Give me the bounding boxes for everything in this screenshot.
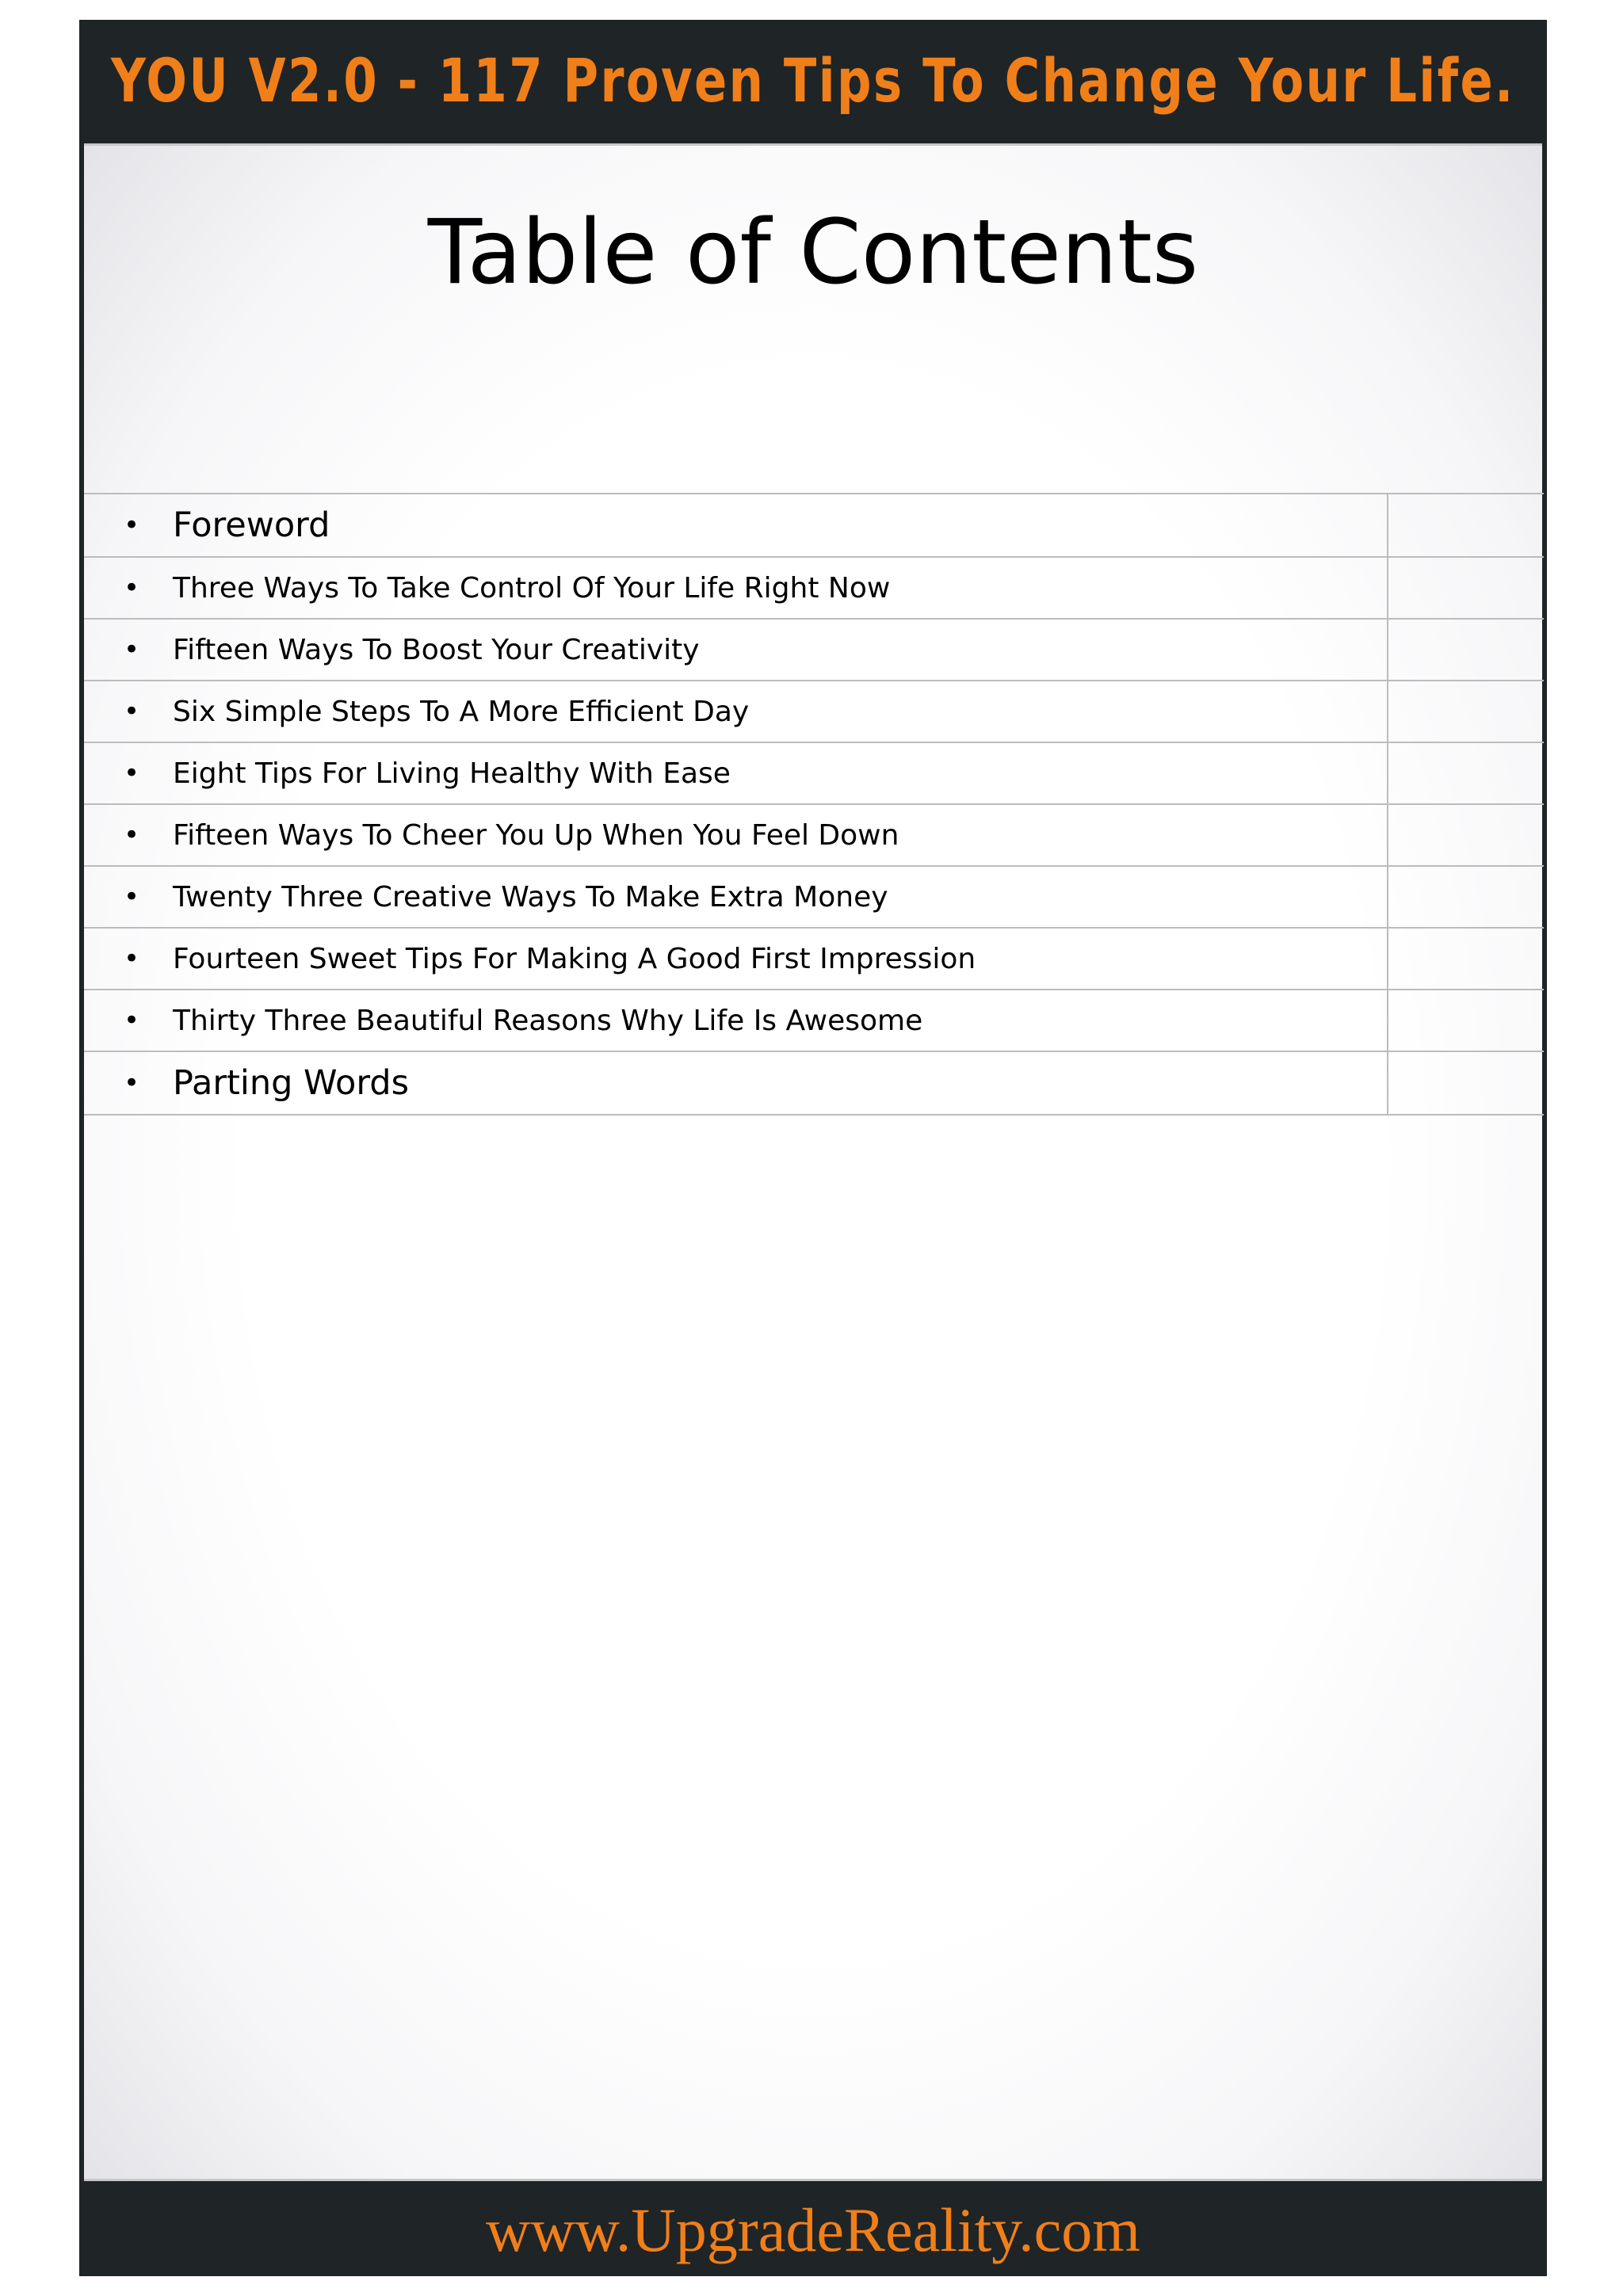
toc-page-number: [1388, 928, 1544, 990]
toc-entry-cell: [84, 681, 1388, 742]
toc-page-number: [1388, 866, 1544, 928]
page-title: Table of Contents: [427, 201, 1199, 304]
toc-page-number: [1388, 804, 1544, 866]
bullet-icon: •: [124, 943, 140, 974]
toc-entry-label[interactable]: Thirty Three Beautiful Reasons Why Life Is Awesome: [173, 1004, 923, 1037]
page-frame: [79, 20, 1547, 2276]
bullet-icon: •: [124, 1005, 140, 1036]
footer-bar: [79, 2181, 1547, 2276]
toc-row-parting-words[interactable]: [84, 1051, 1544, 1115]
toc-row[interactable]: [84, 928, 1544, 990]
toc-page-number: [1388, 990, 1544, 1051]
toc-entry-cell: [84, 619, 1388, 681]
toc-page-number: [1388, 557, 1544, 619]
toc-entry-cell: [84, 742, 1388, 804]
bullet-icon: •: [124, 819, 140, 851]
toc-page-number: [1388, 681, 1544, 742]
toc-page-number: [1388, 742, 1544, 804]
toc-row[interactable]: [84, 742, 1544, 804]
toc-entry-cell: [84, 557, 1388, 619]
toc-row[interactable]: [84, 557, 1544, 619]
toc-row[interactable]: [84, 990, 1544, 1051]
toc-entry-cell: [84, 928, 1388, 990]
toc-entry-cell: [84, 1051, 1388, 1115]
website-link[interactable]: www.UpgradeReality.com: [486, 2195, 1140, 2264]
toc-table: [84, 493, 1544, 1116]
bullet-icon: •: [124, 696, 140, 727]
bullet-icon: •: [124, 509, 140, 541]
toc-page-number: [1388, 494, 1544, 557]
toc-entry-label[interactable]: Fourteen Sweet Tips For Making A Good First Impression: [173, 942, 976, 975]
book-title: YOU V2.0 - 117 Proven Tips To Change Your Life.: [111, 45, 1515, 116]
toc-entry-label[interactable]: Six Simple Steps To A More Efficient Day: [173, 695, 750, 728]
toc-entry-label[interactable]: Twenty Three Creative Ways To Make Extra Money: [173, 880, 888, 913]
bullet-icon: •: [124, 1067, 140, 1099]
bullet-icon: •: [124, 757, 140, 789]
toc-entry-cell: [84, 990, 1388, 1051]
header-bar: [79, 20, 1547, 143]
toc-entry-cell: [84, 804, 1388, 866]
toc-entry-label[interactable]: Fifteen Ways To Boost Your Creativity: [173, 633, 700, 666]
toc-entry-label[interactable]: Foreword: [173, 505, 330, 545]
toc-row[interactable]: [84, 681, 1544, 742]
content-area: [84, 143, 1542, 2181]
toc-row[interactable]: [84, 804, 1544, 866]
bullet-icon: •: [124, 634, 140, 666]
toc-page-number: [1388, 619, 1544, 681]
toc-entry-label[interactable]: Three Ways To Take Control Of Your Life Right Now: [173, 571, 891, 605]
toc-page-number: [1388, 1051, 1544, 1115]
toc-entry-label[interactable]: Parting Words: [173, 1063, 409, 1103]
bullet-icon: •: [124, 572, 140, 604]
toc-row-foreword[interactable]: [84, 494, 1544, 557]
toc-entry-cell: [84, 866, 1388, 928]
toc-entry-label[interactable]: Fifteen Ways To Cheer You Up When You Feel Down: [173, 818, 899, 852]
toc-row[interactable]: [84, 866, 1544, 928]
toc-entry-label[interactable]: Eight Tips For Living Healthy With Ease: [173, 757, 731, 790]
toc-row[interactable]: [84, 619, 1544, 681]
toc-entry-cell: [84, 494, 1388, 557]
bullet-icon: •: [124, 881, 140, 913]
